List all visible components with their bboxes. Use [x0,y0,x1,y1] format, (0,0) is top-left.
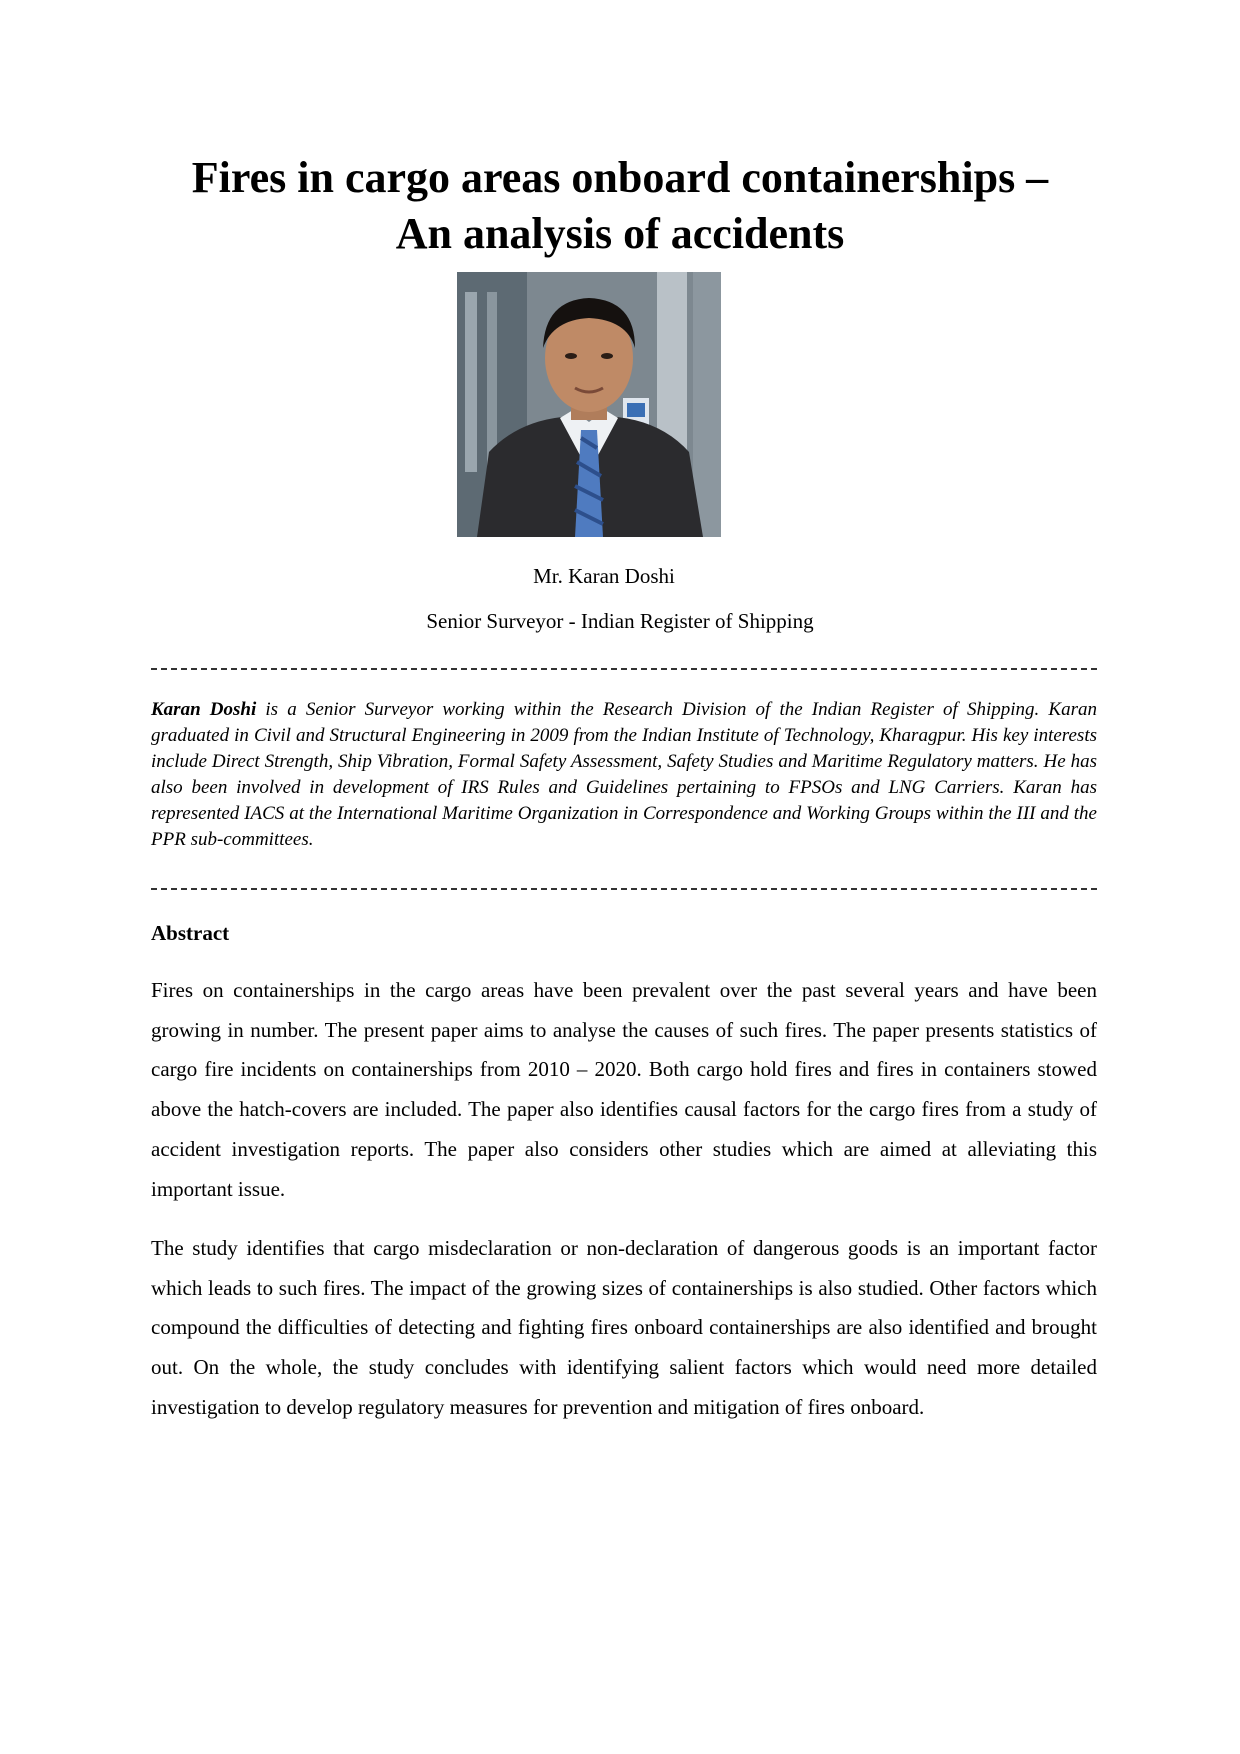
abstract-paragraph-2: The study identifies that cargo misdeclaration or non-declaration of dangerous goods is an important factor which leads to such fires. The impact of the growing sizes of containerships is also studied. Other factors which compound the difficulties of detecting and fighting fires onboard containerships are also identified and brought out. On the whole, the study concludes with identifying salient factors which would need more detailed investigation to develop regulatory measures for prevention and mitigation of fires onboard. [151,1236,1097,1419]
paper-title-line-2: An analysis of accidents [395,209,845,258]
author-photo [457,272,721,537]
author-name: Mr. Karan Doshi [533,564,675,588]
dashed-separator-bottom [151,888,1097,890]
abstract-paragraph-1: Fires on containerships in the cargo areas have been prevalent over the past several years and have been growing in number. The present paper aims to analyse the causes of such fires. The paper presents statistics of cargo fire incidents on containerships from 2010 – 2020. Both cargo hold fires and fires in containers stowed above the hatch-covers are included. The paper also identifies causal factors for the cargo fires from a study of accident investigation reports. The paper also considers other studies which are aimed at alleviating this important issue. [151,978,1097,1201]
abstract-heading: Abstract [151,921,230,945]
paper-title [150,150,1090,262]
author-bio [151,697,1097,853]
bio-text: is a Senior Surveyor working within the Research Division of the Indian Register of Shipping. Karan graduated in Civil and Structural Engineering in 2009 from the Indian Institute of Technology, Kharagpur. His key interests include Direct Strength, Ship Vibration, Formal Safety Assessment, Safety Studies and Maritime Regulatory matters. He has also been involved in development of IRS Rules and Guidelines pertaining to FPSOs and LNG Carriers. Karan has represented IACS at the International Maritime Organization in Correspondence and Working Groups within the III and the PPR sub-committees. [151,699,1097,850]
author-affiliation: Senior Surveyor - Indian Register of Shipping [426,609,814,633]
dashed-separator-top [151,668,1097,670]
bio-author-name: Karan Doshi [151,699,257,720]
paper-title-line-1: Fires in cargo areas onboard containerships – [191,153,1049,202]
